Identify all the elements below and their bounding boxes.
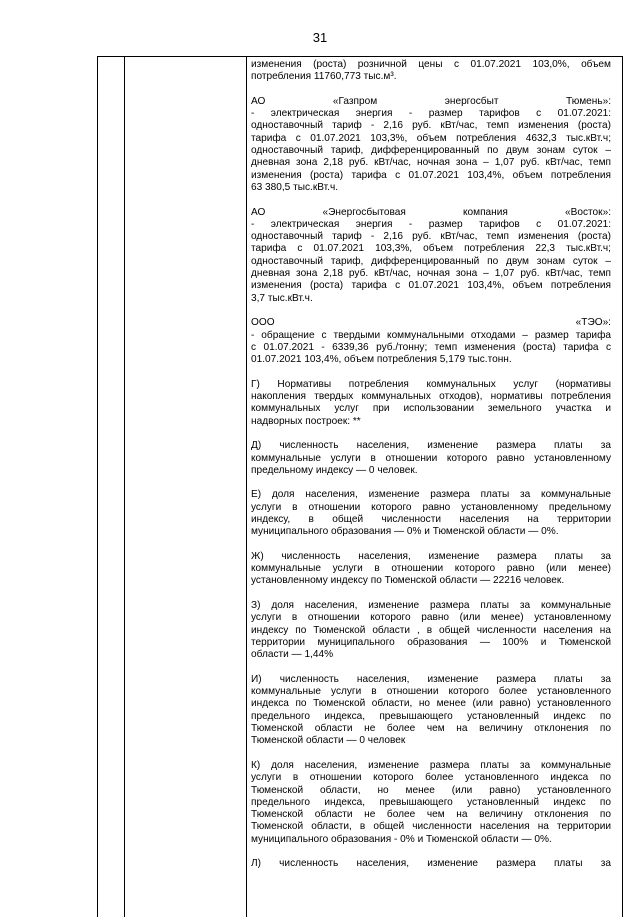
text-line: Г) Нормативы потребления коммунальных услуг (нормативы xyxy=(251,378,611,390)
text-line: коммунальные услуги в отношении которого равно установленному xyxy=(251,452,611,464)
document-table xyxy=(97,56,623,917)
text-line: услуги в отношении которого более установленного индекса по xyxy=(251,772,611,784)
text-line: коммунальных услуг при использовании земельного участка и xyxy=(251,403,611,415)
text-line: Тюменской области не более чем на величину отклонения по xyxy=(251,809,611,821)
text-line: области — 1,44% xyxy=(251,649,334,661)
text-line: Е) доля населения, изменение размера платы за коммунальные xyxy=(251,489,611,501)
text-line: Л) численность населения, изменение размера платы за xyxy=(251,858,611,870)
text-line: с 01.07.2021 - 6339,36 руб./тонну; темп изменения (роста) тарифа с xyxy=(251,341,611,353)
paragraph xyxy=(251,489,611,538)
paragraph xyxy=(251,600,611,661)
text-line: изменения (роста) розничной цены с 01.07.2021 103,0%, объем xyxy=(251,59,611,70)
text-line: территории муниципального образования — 100% и Тюменской xyxy=(251,636,611,648)
text-line: АО «Газпром энергосбыт Тюмень»: xyxy=(251,95,611,107)
text-line: Тюменской области не более чем на величину отклонения по xyxy=(251,723,611,735)
text-line: муниципального образования — 0% и Тюменской области — 0%. xyxy=(251,526,559,538)
paragraph xyxy=(251,760,611,846)
text-line: Д) численность населения, изменение размера платы за xyxy=(251,440,611,452)
table-cell-text xyxy=(251,59,611,871)
text-line: - электрическая энергия - размер тарифов с 01.07.2021: xyxy=(251,108,611,120)
text-line: тарифа с 01.07.2021 103,3%, объем потребления 4632,3 тыс.кВт.ч; xyxy=(251,132,611,144)
text-line: индексу по Тюменской области , в общей численности населения на xyxy=(251,624,611,636)
text-line: индексу, в общей численности населения на территории xyxy=(251,513,611,525)
text-line: дневная зона 2,18 руб. кВт/час, ночная зона – 1,07 руб. кВт/час, темп xyxy=(251,157,611,169)
text-line: И) численность населения, изменение размера платы за xyxy=(251,673,611,685)
text-line: ООО «ТЭО»: xyxy=(251,317,611,329)
text-line: коммунальные услуги в отношении которого равно (или менее) xyxy=(251,563,611,575)
text-line: накопления твердых коммунальных отходов), нормативы потребления xyxy=(251,391,611,403)
paragraph xyxy=(251,207,611,305)
text-line: одноставочный тариф - 2,16 руб. кВт/час, темп изменения (роста) xyxy=(251,231,611,243)
paragraph xyxy=(251,317,611,366)
text-line: предельного индекса, превышающего установленный индекс по xyxy=(251,710,611,722)
column-divider xyxy=(246,57,247,917)
text-line: К) доля населения, изменение размера платы за коммунальные xyxy=(251,759,611,771)
text-line: индекса по Тюменской области, но менее (или равно) установленного xyxy=(251,698,611,710)
text-line: услуги в отношении которого равно установленному предельному xyxy=(251,501,611,513)
text-line: дневная зона 2,18 руб. кВт/час, ночная зона – 1,07 руб. кВт/час, темп xyxy=(251,268,611,280)
text-line: надворных построек: ** xyxy=(251,415,361,427)
text-line: Тюменской области — 0 человек xyxy=(251,735,406,747)
text-line: одноставочный тариф - 2,16 руб. кВт/час, темп изменения (роста) xyxy=(251,120,611,132)
text-line: З) доля населения, изменение размера платы за коммунальные xyxy=(251,600,611,612)
text-line: одноставочный тариф, дифференцированный по двум зонам суток – xyxy=(251,145,611,157)
text-line: коммунальные услуги в отношении которого более установленного xyxy=(251,686,611,698)
text-line: Тюменской области, но менее (или равно) установленного xyxy=(251,784,611,796)
text-line: услуги в отношении которого равно (или менее) установленному xyxy=(251,612,611,624)
paragraph xyxy=(251,551,611,588)
text-line: изменения (роста) тарифа с 01.07.2021 103,4%, объем потребления xyxy=(251,169,611,181)
column-divider xyxy=(124,57,125,917)
text-line: тарифа с 01.07.2021 103,3%, объем потребления 22,3 тыс.кВт.ч; xyxy=(251,243,611,255)
text-line: АО «Энергосбытовая компания «Восток»: xyxy=(251,206,611,218)
paragraph xyxy=(251,379,611,428)
paragraph xyxy=(251,96,611,194)
text-line: установленному индексу по Тюменской области — 22216 человек. xyxy=(251,575,565,587)
text-line: муниципального образования - 0% и Тюменской области — 0%. xyxy=(251,833,552,845)
paragraph xyxy=(251,440,611,477)
text-line: Ж) численность населения, изменение размера платы за xyxy=(251,550,611,562)
paragraph xyxy=(251,674,611,748)
paragraph xyxy=(251,858,611,870)
text-line: 01.07.2021 103,4%, объем потребления 5,179 тыс.тонн. xyxy=(251,354,512,366)
text-line: 63 380,5 тыс.кВт.ч. xyxy=(251,181,339,193)
text-line: предельному индексу — 0 человек. xyxy=(251,464,418,476)
text-line: одноставочный тариф, дифференцированный по двум зонам суток – xyxy=(251,255,611,267)
text-line: потребления 11760,773 тыс.м³. xyxy=(251,71,397,83)
text-line: - электрическая энергия - размер тарифов с 01.07.2021: xyxy=(251,218,611,230)
text-line: - обращение с твердыми коммунальными отходами – размер тарифа xyxy=(251,329,611,341)
text-line: Тюменской области, в общей численности населения на территории xyxy=(251,821,611,833)
text-line: 3,7 тыс.кВт.ч. xyxy=(251,292,313,304)
paragraph xyxy=(251,59,611,84)
text-line: предельного индекса, превышающего установленный индекс по xyxy=(251,796,611,808)
text-line: изменения (роста) тарифа с 01.07.2021 103,4%, объем потребления xyxy=(251,280,611,292)
page-number: 31 xyxy=(312,30,328,45)
